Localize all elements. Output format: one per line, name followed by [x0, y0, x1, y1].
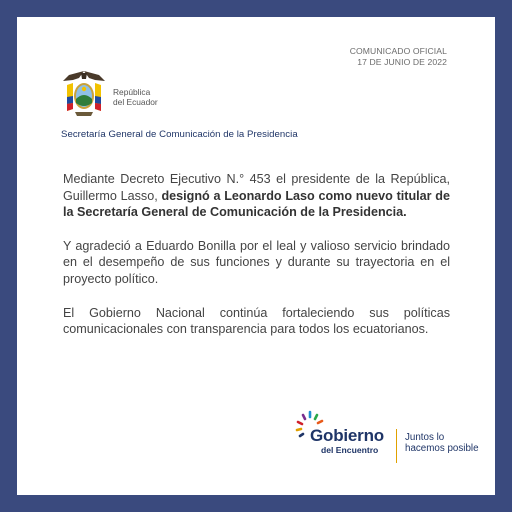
republica-line2: del Ecuador — [113, 96, 158, 107]
paragraph-1-bold: designó a Leonardo Laso como nuevo titular de la Secretaría General de Comunicación de la Presidencia. — [63, 188, 450, 220]
slogan-line2: hacemos posible — [405, 443, 479, 454]
secretaria-title: Secretaría General de Comunicación de la Presidencia — [61, 129, 298, 140]
release-date: 17 DE JUNIO DE 2022 — [357, 57, 447, 67]
paragraph-1-text: Mediante Decreto Ejecutivo N.° 453 el presidente de la República, Guillermo Lasso, — [63, 172, 450, 203]
slogan-line1: Juntos lo — [405, 432, 445, 443]
gobierno-wordmark: Gobierno — [310, 426, 384, 445]
republica-line1: República — [113, 87, 151, 97]
del-encuentro-wordmark: del Encuentro — [321, 445, 379, 455]
release-type: COMUNICADO OFICIAL — [349, 46, 447, 56]
release-header — [350, 46, 447, 68]
release-body — [63, 171, 450, 355]
paragraph-1 — [63, 171, 450, 221]
logo-divider — [396, 429, 397, 463]
paragraph-2: Y agradeció a Eduardo Bonilla por el leal y valioso servicio brindado en el desempeño de sus funciones y durante su trayectoria en el proyecto político. — [63, 238, 450, 286]
ecuador-coat-of-arms-icon — [61, 69, 107, 119]
paragraph-3: El Gobierno Nacional continúa fortaleciendo sus políticas comunicacionales con transparencia para todos los ecuatorianos. — [63, 305, 450, 337]
press-release-card — [17, 17, 495, 495]
slogan — [405, 432, 479, 454]
republica-label — [113, 88, 158, 107]
